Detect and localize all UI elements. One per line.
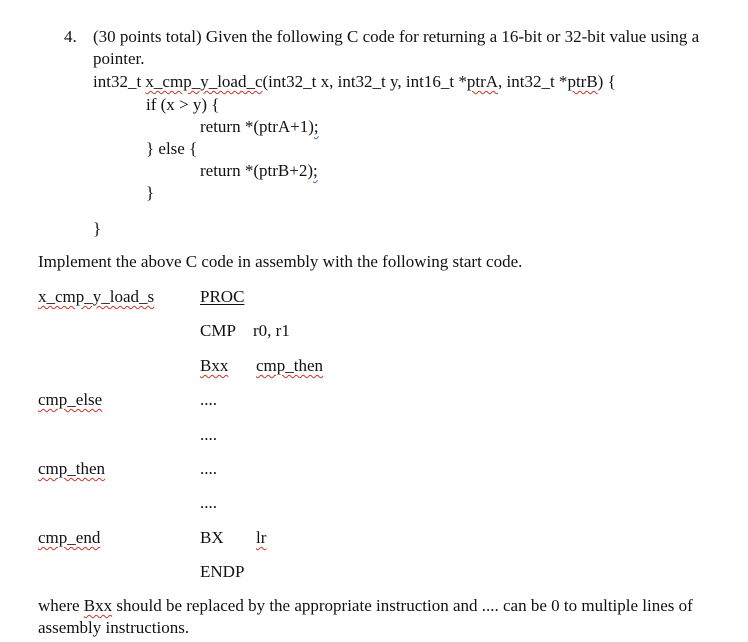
footer-post: should be replaced by the appropriate instruction and .... can be 0 to multiple lines of <box>112 596 693 615</box>
asm-else-label: cmp_else <box>38 390 103 409</box>
c-return-b <box>200 161 318 181</box>
asm-lr: lr <box>256 528 267 547</box>
return-a-text: return *(ptrA+1) <box>200 117 314 136</box>
c-inner-close-brace: } <box>146 183 155 202</box>
footer-bxx: Bxx <box>83 596 113 615</box>
instruction-text: Implement the above C code in assembly with the following start code. <box>38 252 523 271</box>
asm-function-label: x_cmp_y_load_s <box>38 287 155 306</box>
asm-then-dots-1: .... <box>200 459 217 478</box>
footer-line1 <box>38 596 693 616</box>
c-else-line: } else { <box>146 139 198 158</box>
footer-line2: assembly instructions. <box>38 618 190 637</box>
c-return-a <box>200 117 319 137</box>
c-if-line: if (x > y) { <box>146 95 220 114</box>
sig-ptrB: ptrB <box>567 72 598 91</box>
c-outer-close-brace: } <box>93 219 102 238</box>
sig-params-b: , int32_t * <box>498 72 568 91</box>
asm-else-dots-2: .... <box>200 425 217 444</box>
return-a-semicolon: ; <box>313 117 319 136</box>
asm-bxx: Bxx <box>200 356 229 375</box>
c-function-signature <box>93 72 616 92</box>
sig-end: ) { <box>597 72 616 91</box>
asm-then-dots-2: .... <box>200 493 217 512</box>
sig-function-name: x_cmp_y_load_c <box>145 72 263 91</box>
asm-cmp-op: CMP <box>200 321 236 340</box>
asm-then-label: cmp_then <box>38 459 106 478</box>
asm-endp: ENDP <box>200 562 245 581</box>
question-header-line2: pointer. <box>93 49 145 68</box>
footer-pre: where <box>38 596 84 615</box>
asm-bx: BX <box>200 528 224 547</box>
question-number: 4. <box>64 27 77 46</box>
asm-end-label: cmp_end <box>38 528 101 547</box>
sig-ptrA: ptrA <box>466 72 499 91</box>
sig-return-type: int32_t <box>93 72 142 91</box>
asm-else-dots-1: .... <box>200 390 217 409</box>
return-b-semicolon: ; <box>312 161 318 180</box>
asm-proc: PROC <box>200 287 245 306</box>
sig-params-a: (int32_t x, int32_t y, int16_t * <box>262 72 467 91</box>
asm-cmp-args: r0, r1 <box>253 321 290 340</box>
return-b-text: return *(ptrB+2) <box>200 161 313 180</box>
asm-bxx-target: cmp_then <box>256 356 324 375</box>
question-header-line1: (30 points total) Given the following C code for returning a 16-bit or 32-bit value using a <box>93 27 700 46</box>
